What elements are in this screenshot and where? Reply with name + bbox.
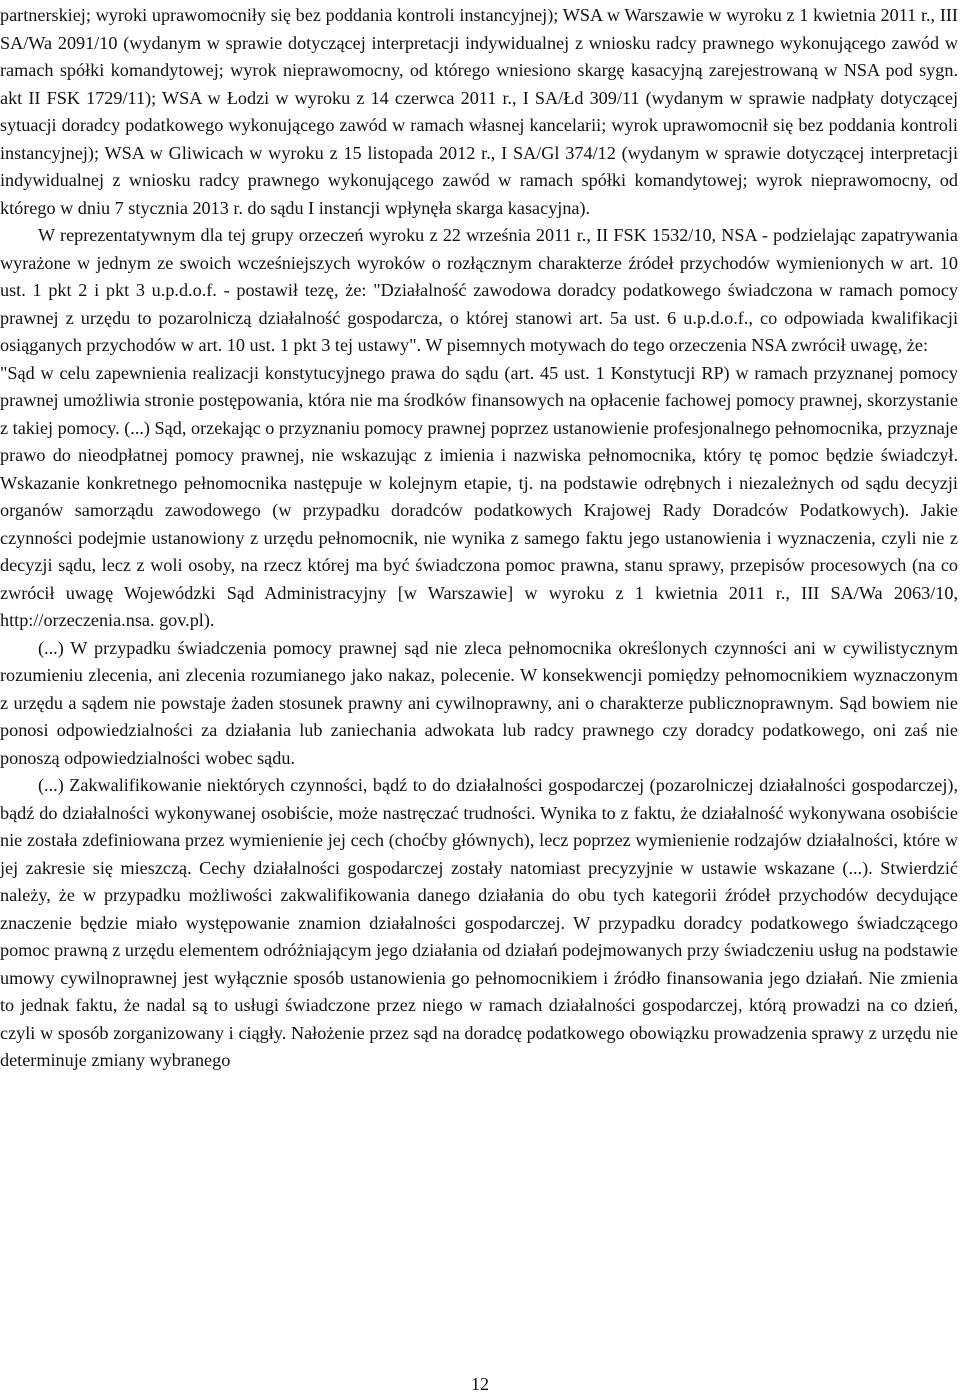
paragraph-court-quote: "Sąd w celu zapewnienia realizacji konstytucyjnego prawa do sądu (art. 45 ust. 1 Konstytucji RP) w ramach przyznanej pomocy prawnej umożliwia stronie postępowania, która nie ma środków finansowych na opłacenie fachowej pomocy prawnej, skorzystanie z takiej pomocy. (...) Sąd, orzekając o przyznaniu pomocy prawnej poprzez ustanowienie profesjonalnego pełnomocnika, przyznaje prawo do nieodpłatnej pomocy prawnej, nie wskazując z imienia i nazwiska pełnomocnika, który tę pomoc będzie świadczył. Wskazanie konkretnego pełnomocnika następuje w kolejnym etapie, tj. na podstawie odrębnych i niezależnych od sądu decyzji organów samorządu zawodowego (w przypadku doradców podatkowych Krajowej Rady Doradców Podatkowych). Jakie czynności podejmie ustanowiony z urzędu pełnomocnik, nie wynika z samego faktu jego ustanowienia i wyznaczenia, czyli nie z decyzji sądu, lecz z woli osoby, na rzecz której ma być świadczona pomoc prawna, stanu sprawy, przepisów procesowych (na co zwrócił uwagę Wojewódzki Sąd Administracyjny [w Warszawie] w wyroku z 1 kwietnia 2011 r., III SA/Wa 2063/10, http://orzeczenia.nsa. gov.pl). <box>0 362 958 630</box>
page-number: 12 <box>471 1374 489 1394</box>
paragraph-legal-aid: (...) W przypadku świadczenia pomocy prawnej sąd nie zleca pełnomocnika określonych czynności ani w cywilistycznym rozumieniu zlecenia, ani zlecenia rozumianego jako nakaz, polecenie. W konsekwencji pomiędzy pełnomocnikiem wyznaczonym z urzędu a sądem nie powstaje żaden stosunek prawny ani cywilnoprawny, ani o charakterze publicznoprawnym. Sąd bowiem nie ponosi odpowiedzialności za działania lub zaniechania adwokata lub radcy prawnego czy doradcy podatkowego, oni zaś nie ponoszą odpowiedzialności wobec sądu. <box>0 637 958 768</box>
paragraph-nsa-thesis: W reprezentatywnym dla tej grupy orzeczeń wyroku z 22 września 2011 r., II FSK 1532/10, NSA - podzielając zapatrywania wyrażone w jednym ze swoich wcześniejszych wyroków o rozłącznym charakterze źródeł przychodów wymienionych w art. 10 ust. 1 pkt 2 i pkt 3 u.p.d.o.f. - postawił tezę, że: "Działalność zawodowa doradcy podatkowego świadczona w ramach pomocy prawnej z urzędu to pozarolniczą działalność gospodarcza, o której stanowi art. 5a ust. 6 u.p.d.o.f., co odpowiada kwalifikacji osiąganych przychodów w art. 10 ust. 1 pkt 3 tej ustawy". W pisemnych motywach do tego orzeczenia NSA zwrócił uwagę, że: <box>0 225 958 355</box>
paragraph-case-list: partnerskiej; wyroki uprawomocniły się bez poddania kontroli instancyjnej); WSA w Warszawie w wyroku z 1 kwietnia 2011 r., III SA/Wa 2091/10 (wydanym w sprawie dotyczącej interpretacji indywidualnej z wniosku radcy prawnego wykonującego zawód w ramach spółki komandytowej; wyrok nieprawomocny, od którego wniesiono skargę kasacyjną zarejestrowaną w NSA pod sygn. akt II FSK 1729/11); WSA w Łodzi w wyroku z 14 czerwca 2011 r., I SA/Łd 309/11 (wydanym w sprawie nadpłaty dotyczącej sytuacji doradcy podatkowego wykonującego zawód w ramach własnej kancelarii; wyrok uprawomocnił się bez poddania kontroli instancyjnej); WSA w Gliwicach w wyroku z 15 listopada 2012 r., I SA/Gl 374/12 (wydanym w sprawie dotyczącej interpretacji indywidualnej z wniosku radcy prawnego wykonującego zawód w ramach spółki komandytowej; wyrok nieprawomocny, od którego w dniu 7 stycznia 2013 r. do sądu I instancji wpłynęła skarga kasacyjna). <box>0 5 958 218</box>
document-body <box>0 2 958 1075</box>
paragraph-qualification: (...) Zakwalifikowanie niektórych czynności, bądź to do działalności gospodarczej (pozarolniczej działalności gospodarczej), bądź do działalności wykonywanej osobiście, może nastręczać trudności. Wynika to z faktu, że działalność wykonywana osobiście nie została zdefiniowana przez wymienienie jej cech (choćby głównych), lecz poprzez wymienienie rodzajów działalności, które w jej zakresie się mieszczą. Cechy działalności gospodarczej zostały natomiast precyzyjnie w ustawie wskazane (...). Stwierdzić należy, że w przypadku możliwości zakwalifikowania danego działania do obu tych kategorii źródeł przychodów decydujące znaczenie będzie miało występowanie znamion działalności gospodarczej. W przypadku doradcy podatkowego świadczącego pomoc prawną z urzędu elementem odróżniającym jego działania od działań podejmowanych przy świadczeniu usług na podstawie umowy cywilnoprawnej jest wyłącznie sposób ustanowienia go pełnomocnikiem i źródło finansowania jego działań. Nie zmienia to jednak faktu, że nadal są to usługi świadczone przez niego w ramach działalności gospodarczej, którą prowadzi na co dzień, czyli w sposób zorganizowany i ciągły. Nałożenie przez sąd na doradcę podatkowego obowiązku prowadzenia sprawy z urzędu nie determinuje zmiany wybranego <box>0 775 958 1070</box>
